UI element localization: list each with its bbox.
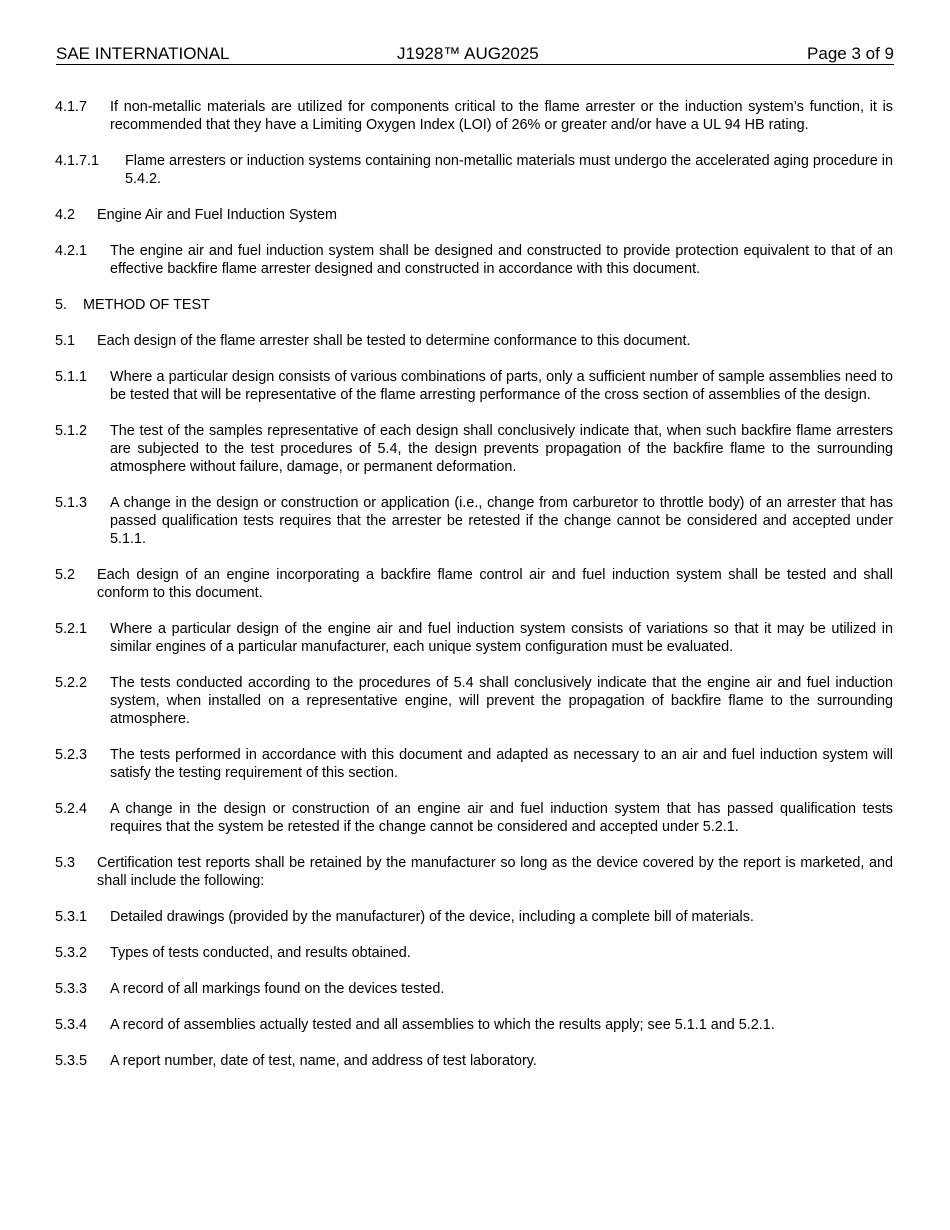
section-text: The test of the samples representative of each design shall conclusively indicate that, when such backfire flame arresters are subjected to the test procedures of 5.4, the design prevents propagation of the backfire flame to the surrounding atmosphere without failure, damage, or permanent deformation.	[110, 423, 893, 475]
section-text: Types of tests conducted, and results obtained.	[110, 945, 411, 961]
section-heading: METHOD OF TEST	[83, 297, 210, 313]
section-5-3-3	[55, 980, 893, 998]
section-number: 5.3.5	[55, 1053, 88, 1069]
section-5-3-1	[55, 908, 893, 926]
section-text: The tests performed in accordance with this document and adapted as necessary to an air and fuel induction system will satisfy the testing requirement of this section.	[110, 747, 893, 781]
section-text: Each design of an engine incorporating a backfire flame control air and fuel induction system shall be tested and shall conform to this document.	[97, 567, 893, 601]
section-5-3-5	[55, 1052, 893, 1070]
section-5-1-2	[55, 422, 893, 476]
section-text: A record of assemblies actually tested and all assemblies to which the results apply; see 5.1.1 and 5.2.1.	[110, 1017, 775, 1033]
section-text: Flame arresters or induction systems containing non-metallic materials must undergo the accelerated aging procedure in 5.4.2.	[125, 153, 893, 187]
section-text: A report number, date of test, name, and address of test laboratory.	[110, 1053, 537, 1069]
section-text: Certification test reports shall be retained by the manufacturer so long as the device covered by the report is marketed, and shall include the following:	[97, 855, 893, 889]
section-text: Detailed drawings (provided by the manufacturer) of the device, including a complete bill of materials.	[110, 909, 754, 925]
section-4-1-7-1	[55, 152, 893, 188]
section-5-heading	[55, 296, 893, 314]
section-text: The engine air and fuel induction system shall be designed and constructed to provide protection equivalent to that of an effective backfire flame arrester designed and constructed in accordance with this document.	[110, 243, 893, 277]
section-4-2-heading	[55, 206, 893, 224]
section-number: 5.3.4	[55, 1017, 88, 1033]
section-number: 5.2	[55, 567, 76, 583]
section-number: 4.2.1	[55, 243, 88, 259]
header-document-id: J1928™ AUG2025	[397, 44, 539, 63]
section-number: 5.3.2	[55, 945, 88, 961]
section-number: 5.3	[55, 855, 76, 871]
section-text: A record of all markings found on the devices tested.	[110, 981, 445, 997]
section-number: 5.	[55, 297, 68, 313]
section-5-2-3	[55, 746, 893, 782]
section-number: 4.1.7	[55, 99, 88, 115]
section-text: The tests conducted according to the procedures of 5.4 shall conclusively indicate that the engine air and fuel induction system, when installed on a representative engine, will prevent the propagation of backfire flame to the surrounding atmosphere.	[110, 675, 893, 727]
section-text: Each design of the flame arrester shall be tested to determine conformance to this document.	[97, 333, 691, 349]
section-text: Where a particular design of the engine air and fuel induction system consists of variations so that it may be utilized in similar engines of a particular manufacturer, each unique system configuration must be evaluated.	[110, 621, 893, 655]
section-4-1-7	[55, 98, 893, 134]
page-header	[56, 44, 894, 65]
section-5-3	[55, 854, 893, 890]
section-number: 5.3.3	[55, 981, 88, 997]
section-number: 5.2.3	[55, 747, 88, 763]
section-number: 5.2.1	[55, 621, 88, 637]
section-number: 5.1.3	[55, 495, 88, 511]
section-number: 5.2.4	[55, 801, 88, 817]
section-number: 5.1.1	[55, 369, 88, 385]
section-4-2-1	[55, 242, 893, 278]
section-text: If non-metallic materials are utilized for components critical to the flame arrester or the induction system’s function, it is recommended that they have a Limiting Oxygen Index (LOI) of 26% or greater and/or have a UL 94 HB rating.	[110, 99, 893, 133]
header-page-number: Page 3 of 9	[807, 44, 894, 63]
section-5-1-1	[55, 368, 893, 404]
section-5-2	[55, 566, 893, 602]
section-text: A change in the design or construction or application (i.e., change from carburetor to throttle body) of an arrester that has passed qualification tests requires that the arrester be retested if the change cannot be considered and accepted under 5.1.1.	[110, 495, 893, 547]
header-organization: SAE INTERNATIONAL	[56, 44, 230, 63]
section-5-2-2	[55, 674, 893, 728]
section-5-3-2	[55, 944, 893, 962]
section-number: 5.3.1	[55, 909, 88, 925]
section-5-3-4	[55, 1016, 893, 1034]
section-text: A change in the design or construction of an engine air and fuel induction system that has passed qualification tests requires that the system be retested if the change cannot be considered and accepted under 5.2.1.	[110, 801, 893, 835]
section-number: 4.2	[55, 207, 76, 223]
section-number: 4.1.7.1	[55, 153, 100, 169]
section-number: 5.1	[55, 333, 76, 349]
document-body	[55, 98, 893, 1088]
section-heading: Engine Air and Fuel Induction System	[97, 207, 337, 223]
section-5-2-4	[55, 800, 893, 836]
section-5-2-1	[55, 620, 893, 656]
section-5-1-3	[55, 494, 893, 548]
section-number: 5.2.2	[55, 675, 88, 691]
section-text: Where a particular design consists of various combinations of parts, only a sufficient number of sample assemblies need to be tested that will be representative of the flame arresting performance of the cross section of assemblies of the design.	[110, 369, 893, 403]
section-5-1	[55, 332, 893, 350]
section-number: 5.1.2	[55, 423, 88, 439]
